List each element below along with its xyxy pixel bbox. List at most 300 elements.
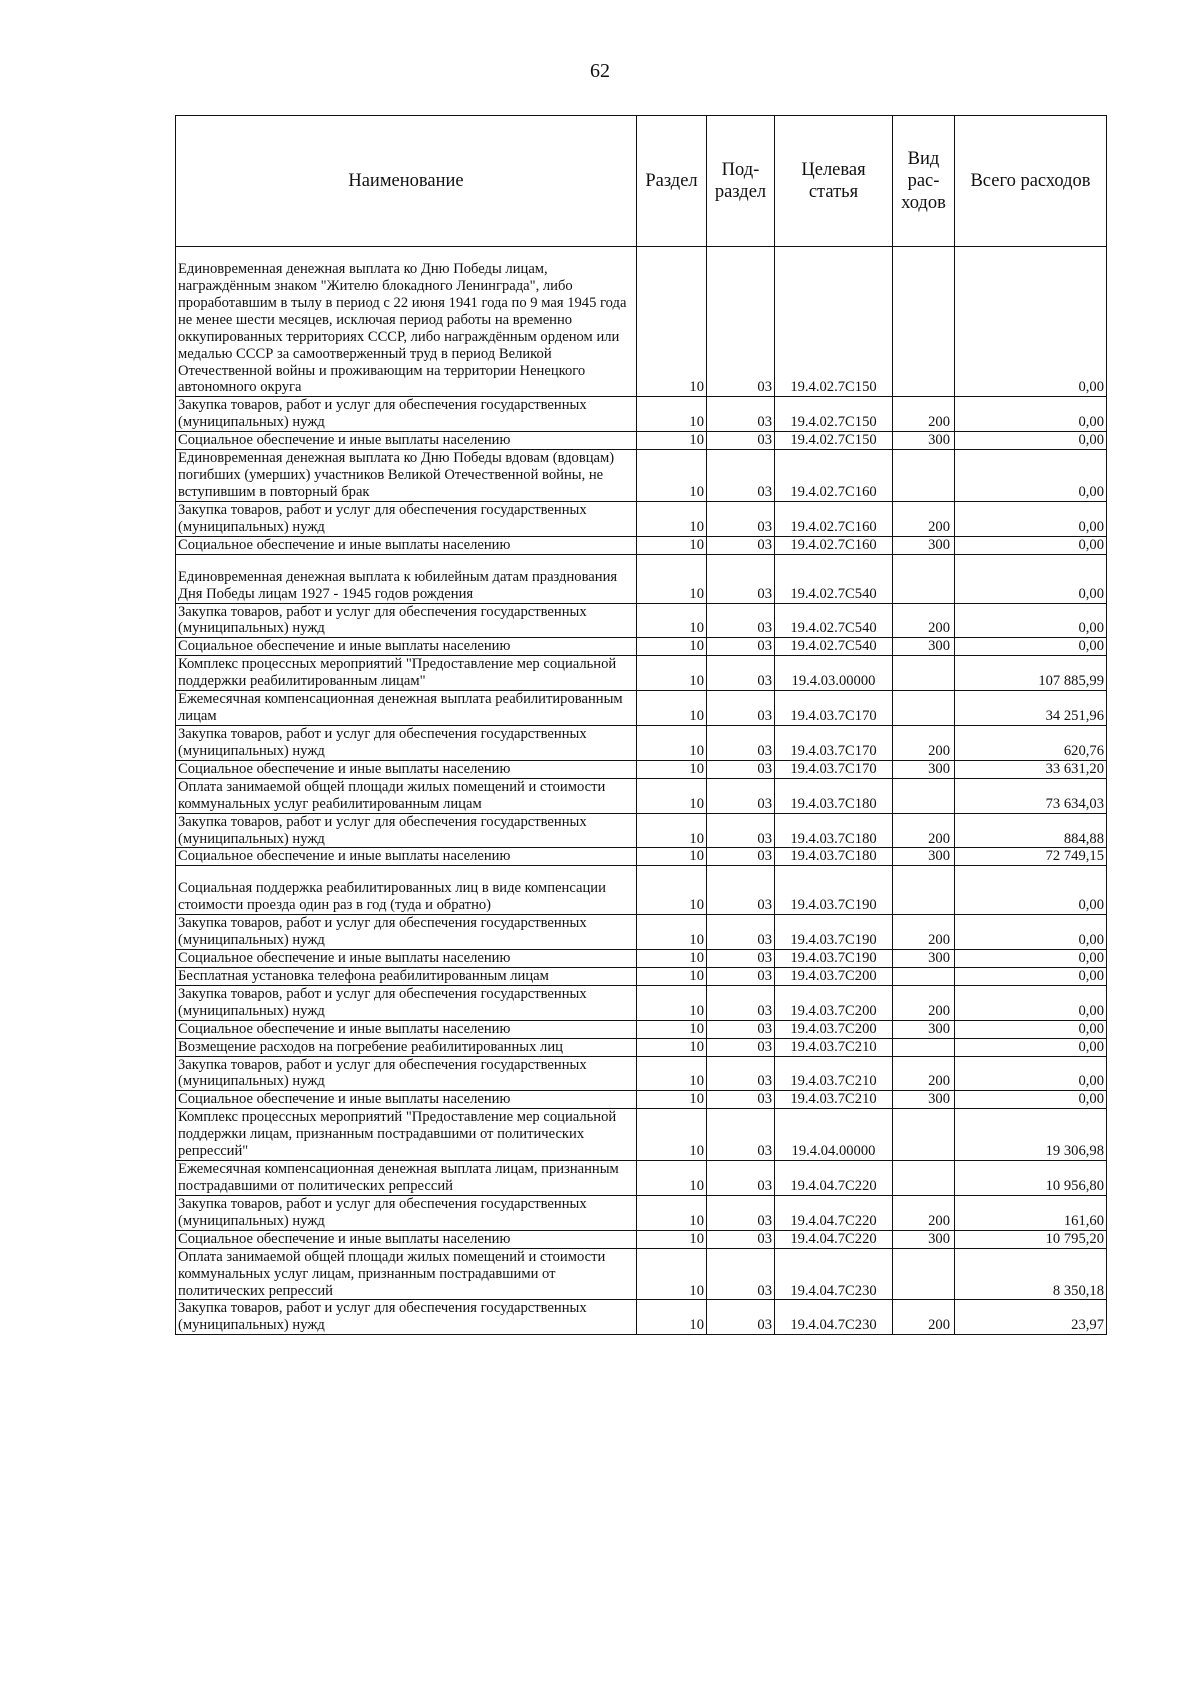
cell-total (955, 950, 1107, 968)
cell-section-text: 10 (689, 1073, 704, 1090)
cell-subsection (707, 1109, 775, 1161)
table-row (176, 554, 1107, 603)
cell-section-text: 10 (689, 830, 704, 847)
cell-total (955, 1038, 1107, 1056)
cell-target (775, 725, 893, 760)
cell-total (955, 985, 1107, 1020)
cell-subsection (707, 1038, 775, 1056)
cell-section-text: 10 (689, 1282, 704, 1299)
cell-total (955, 915, 1107, 950)
cell-total (955, 1230, 1107, 1248)
cell-name (176, 1091, 637, 1109)
cell-subsection (707, 536, 775, 554)
cell-section (637, 1091, 707, 1109)
cell-kind-text: 200 (928, 518, 950, 535)
cell-section (637, 1230, 707, 1248)
cell-kind (893, 915, 955, 950)
cell-name-text: Закупка товаров, работ и услуг для обеспечения государственных (муниципальных) нужд (178, 1056, 587, 1090)
header-kind (893, 116, 955, 247)
cell-section-text: 10 (689, 620, 704, 637)
table-row (176, 450, 1107, 502)
cell-target (775, 450, 893, 502)
cell-subsection-text: 03 (757, 1317, 772, 1334)
table-row (176, 1161, 1107, 1196)
cell-target (775, 1300, 893, 1335)
cell-section (637, 1248, 707, 1300)
cell-name-text: Закупка товаров, работ и услуг для обеспечения государственных (муниципальных) нужд (178, 501, 587, 535)
cell-kind (893, 1300, 955, 1335)
cell-subsection (707, 1056, 775, 1091)
table-row (176, 603, 1107, 638)
cell-name-text: Возмещение расходов на погребение реабилитированных лиц (178, 1038, 563, 1055)
table-row (176, 813, 1107, 848)
cell-kind-text: 200 (928, 1002, 950, 1019)
cell-kind-text: 300 (928, 638, 950, 655)
cell-total (955, 1091, 1107, 1109)
cell-name-text: Социальное обеспечение и иные выплаты населению (178, 848, 511, 865)
cell-name (176, 1020, 637, 1038)
cell-target (775, 603, 893, 638)
cell-section-text: 10 (689, 742, 704, 759)
cell-kind (893, 554, 955, 603)
cell-section-text: 10 (689, 967, 704, 984)
cell-target-text: 19.4.02.7С540 (790, 638, 877, 655)
cell-total (955, 603, 1107, 638)
cell-section-text: 10 (689, 1002, 704, 1019)
cell-kind-text: 200 (928, 620, 950, 637)
cell-section (637, 1161, 707, 1196)
cell-target-text: 19.4.03.00000 (791, 673, 876, 690)
cell-subsection (707, 1300, 775, 1335)
cell-subsection (707, 1230, 775, 1248)
cell-subsection (707, 1195, 775, 1230)
cell-section-text: 10 (689, 848, 704, 865)
cell-subsection-text: 03 (757, 379, 772, 396)
cell-kind (893, 1195, 955, 1230)
cell-target-text: 19.4.04.7С220 (790, 1212, 877, 1229)
cell-total-text: 0,00 (1078, 414, 1104, 431)
cell-section (637, 778, 707, 813)
cell-total (955, 501, 1107, 536)
cell-section (637, 638, 707, 656)
cell-target (775, 501, 893, 536)
table-row (176, 760, 1107, 778)
cell-name (176, 1161, 637, 1196)
cell-target-text: 19.4.03.7С190 (790, 932, 877, 949)
table-row (176, 1091, 1107, 1109)
table-row (176, 1300, 1107, 1335)
cell-subsection-text: 03 (757, 620, 772, 637)
cell-name-text: Социальное обеспечение и иные выплаты населению (178, 1020, 511, 1037)
cell-kind (893, 450, 955, 502)
cell-target-text: 19.4.03.7С210 (790, 1091, 877, 1108)
cell-name-text: Закупка товаров, работ и услуг для обеспечения государственных (муниципальных) нужд (178, 603, 587, 637)
cell-section (637, 967, 707, 985)
cell-spacer (178, 866, 634, 880)
cell-name-text: Закупка товаров, работ и услуг для обеспечения государственных (муниципальных) нужд (178, 1300, 587, 1334)
cell-name-text: Закупка товаров, работ и услуг для обеспечения государственных (муниципальных) нужд (178, 1195, 587, 1229)
table-row (176, 536, 1107, 554)
header-kind-text: Вид рас- ходов (901, 148, 946, 214)
cell-total (955, 554, 1107, 603)
cell-kind (893, 778, 955, 813)
cell-kind (893, 1109, 955, 1161)
cell-kind-text: 300 (928, 1020, 950, 1037)
cell-section-text: 10 (689, 673, 704, 690)
table-row (176, 1038, 1107, 1056)
cell-target (775, 638, 893, 656)
cell-total (955, 1109, 1107, 1161)
cell-name-text: Социальное обеспечение и иные выплаты населению (178, 760, 511, 777)
cell-subsection-text: 03 (757, 1020, 772, 1037)
cell-total-text: 73 634,03 (1045, 795, 1104, 812)
cell-target (775, 866, 893, 915)
cell-section-text: 10 (689, 414, 704, 431)
cell-total-text: 0,00 (1078, 1091, 1104, 1108)
cell-kind (893, 397, 955, 432)
cell-total-text: 72 749,15 (1045, 848, 1104, 865)
cell-target (775, 985, 893, 1020)
cell-kind (893, 1056, 955, 1091)
cell-subsection (707, 1020, 775, 1038)
cell-kind (893, 432, 955, 450)
cell-name (176, 1195, 637, 1230)
cell-section-text: 10 (689, 379, 704, 396)
cell-kind-text: 200 (928, 1317, 950, 1334)
cell-target (775, 1230, 893, 1248)
cell-target (775, 813, 893, 848)
cell-name-text: Закупка товаров, работ и услуг для обеспечения государственных (муниципальных) нужд (178, 915, 587, 949)
cell-subsection (707, 554, 775, 603)
cell-name (176, 967, 637, 985)
table-row (176, 915, 1107, 950)
cell-subsection-text: 03 (757, 1002, 772, 1019)
cell-subsection (707, 691, 775, 726)
cell-total (955, 1300, 1107, 1335)
cell-total (955, 247, 1107, 397)
cell-subsection-text: 03 (757, 795, 772, 812)
table-row (176, 397, 1107, 432)
cell-total-text: 0,00 (1078, 950, 1104, 967)
cell-kind-text: 300 (928, 760, 950, 777)
cell-total-text: 0,00 (1078, 1020, 1104, 1037)
cell-total-text: 34 251,96 (1045, 708, 1104, 725)
cell-target (775, 950, 893, 968)
cell-target (775, 397, 893, 432)
cell-name (176, 1248, 637, 1300)
table-row (176, 432, 1107, 450)
table-row (176, 778, 1107, 813)
cell-section-text: 10 (689, 1143, 704, 1160)
cell-target-text: 19.4.02.7С150 (790, 414, 877, 431)
table-row (176, 950, 1107, 968)
cell-section (637, 397, 707, 432)
table-row (176, 866, 1107, 915)
cell-subsection-text: 03 (757, 518, 772, 535)
cell-total (955, 450, 1107, 502)
cell-subsection-text: 03 (757, 1143, 772, 1160)
cell-subsection-text: 03 (757, 830, 772, 847)
table-header-row (176, 116, 1107, 247)
cell-subsection-text: 03 (757, 708, 772, 725)
cell-total (955, 1056, 1107, 1091)
cell-subsection-text: 03 (757, 414, 772, 431)
cell-name (176, 501, 637, 536)
cell-target (775, 1038, 893, 1056)
cell-name (176, 813, 637, 848)
cell-kind (893, 656, 955, 691)
cell-kind (893, 638, 955, 656)
cell-subsection (707, 866, 775, 915)
cell-subsection-text: 03 (757, 585, 772, 602)
cell-name-text: Социальное обеспечение и иные выплаты населению (178, 638, 511, 655)
cell-section (637, 915, 707, 950)
header-target-text: Целевая статья (801, 159, 866, 202)
table-row (176, 1056, 1107, 1091)
cell-name-text: Единовременная денежная выплата ко Дню Победы лицам, награждённым знаком "Жителю блокадного Ленинграда", либо проработавшим в тылу в период с 22 июня 1941 года по 9 мая 1945 года не менее шести месяцев, исключая период работы на временно оккупированных территориях СССР, либо награждённым орденом или медалью СССР за самоотверженный труд в период Великой Отечественной войны и проживающим на территории Ненецкого автономного округа (178, 261, 627, 396)
cell-target-text: 19.4.03.7С200 (790, 1020, 877, 1037)
cell-section (637, 1300, 707, 1335)
cell-section (637, 866, 707, 915)
cell-total-text: 0,00 (1078, 483, 1104, 500)
cell-kind (893, 848, 955, 866)
cell-target-text: 19.4.03.7С180 (790, 795, 877, 812)
cell-subsection (707, 1091, 775, 1109)
cell-total-text: 107 885,99 (1038, 673, 1104, 690)
cell-subsection-text: 03 (757, 483, 772, 500)
cell-subsection (707, 950, 775, 968)
cell-total (955, 536, 1107, 554)
cell-kind-text: 300 (928, 432, 950, 449)
cell-name (176, 432, 637, 450)
table-row (176, 1195, 1107, 1230)
cell-section (637, 691, 707, 726)
cell-total-text: 620,76 (1063, 742, 1104, 759)
cell-total (955, 656, 1107, 691)
cell-subsection-text: 03 (757, 1091, 772, 1108)
cell-target (775, 967, 893, 985)
cell-name-text: Закупка товаров, работ и услуг для обеспечения государственных (муниципальных) нужд (178, 397, 587, 431)
cell-section (637, 848, 707, 866)
page-number: 62 (590, 60, 610, 82)
cell-target (775, 691, 893, 726)
cell-total-text: 0,00 (1078, 1002, 1104, 1019)
cell-target (775, 432, 893, 450)
cell-name (176, 1300, 637, 1335)
cell-total-text: 0,00 (1078, 638, 1104, 655)
cell-subsection-text: 03 (757, 1212, 772, 1229)
cell-target-text: 19.4.03.7С180 (790, 830, 877, 847)
table-row (176, 1230, 1107, 1248)
cell-total (955, 778, 1107, 813)
cell-subsection-text: 03 (757, 432, 772, 449)
cell-kind (893, 985, 955, 1020)
cell-name-text: Ежемесячная компенсационная денежная выплата лицам, признанным пострадавшими от политических репрессий (178, 1161, 619, 1195)
cell-subsection (707, 848, 775, 866)
cell-subsection (707, 656, 775, 691)
cell-name (176, 554, 637, 603)
cell-section-text: 10 (689, 536, 704, 553)
table-row (176, 1248, 1107, 1300)
cell-name (176, 950, 637, 968)
table-row (176, 985, 1107, 1020)
cell-total-text: 0,00 (1078, 967, 1104, 984)
cell-name (176, 397, 637, 432)
cell-kind-text: 200 (928, 830, 950, 847)
header-subsection-text: Под- раздел (714, 159, 767, 202)
cell-name-text: Комплекс процессных мероприятий "Предоставление мер социальной поддержки реабилитированным лицам" (178, 656, 617, 690)
cell-section (637, 1038, 707, 1056)
cell-target (775, 536, 893, 554)
cell-target-text: 19.4.03.7С170 (790, 708, 877, 725)
cell-target-text: 19.4.03.7С170 (790, 742, 877, 759)
cell-section-text: 10 (689, 1178, 704, 1195)
cell-name (176, 1230, 637, 1248)
cell-kind (893, 603, 955, 638)
cell-section (637, 1056, 707, 1091)
cell-name (176, 603, 637, 638)
cell-kind-text: 300 (928, 536, 950, 553)
cell-kind-text: 300 (928, 848, 950, 865)
cell-target-text: 19.4.03.7С190 (790, 897, 877, 914)
cell-name (176, 536, 637, 554)
cell-name (176, 778, 637, 813)
cell-subsection-text: 03 (757, 1073, 772, 1090)
cell-spacer (178, 247, 634, 261)
cell-target (775, 848, 893, 866)
cell-target (775, 1109, 893, 1161)
cell-total (955, 1020, 1107, 1038)
cell-kind (893, 1161, 955, 1196)
cell-section (637, 1020, 707, 1038)
cell-name-text: Ежемесячная компенсационная денежная выплата реабилитированным лицам (178, 691, 623, 725)
cell-name (176, 985, 637, 1020)
cell-subsection-text: 03 (757, 760, 772, 777)
cell-name-text: Единовременная денежная выплата к юбилейным датам празднования Дня Победы лицам 1927 - 1945 годов рождения (178, 568, 618, 602)
cell-total-text: 10 795,20 (1045, 1230, 1104, 1247)
cell-kind (893, 967, 955, 985)
cell-target (775, 554, 893, 603)
cell-section-text: 10 (689, 1317, 704, 1334)
cell-total-text: 884,88 (1063, 830, 1104, 847)
cell-subsection (707, 638, 775, 656)
cell-kind-text: 200 (928, 414, 950, 431)
cell-total-text: 0,00 (1078, 432, 1104, 449)
cell-kind-text: 200 (928, 742, 950, 759)
table-row (176, 725, 1107, 760)
cell-section-text: 10 (689, 1038, 704, 1055)
cell-section-text: 10 (689, 760, 704, 777)
cell-total-text: 0,00 (1078, 897, 1104, 914)
cell-kind (893, 691, 955, 726)
cell-total-text: 0,00 (1078, 1038, 1104, 1055)
cell-kind-text: 300 (928, 1230, 950, 1247)
cell-total-text: 10 956,80 (1045, 1178, 1104, 1195)
cell-name (176, 760, 637, 778)
cell-target-text: 19.4.02.7С160 (790, 483, 877, 500)
cell-subsection-text: 03 (757, 848, 772, 865)
cell-name-text: Социальное обеспечение и иные выплаты населению (178, 536, 511, 553)
cell-target (775, 1020, 893, 1038)
cell-total (955, 1248, 1107, 1300)
cell-target-text: 19.4.02.7С540 (790, 620, 877, 637)
cell-total-text: 33 631,20 (1045, 760, 1104, 777)
cell-section (637, 603, 707, 638)
cell-target-text: 19.4.03.7С210 (790, 1038, 877, 1055)
table-row (176, 638, 1107, 656)
cell-subsection-text: 03 (757, 1282, 772, 1299)
cell-name-text: Закупка товаров, работ и услуг для обеспечения государственных (муниципальных) нужд (178, 725, 587, 759)
table-body (176, 247, 1107, 1335)
cell-section (637, 554, 707, 603)
cell-total (955, 848, 1107, 866)
cell-target (775, 915, 893, 950)
table-row (176, 967, 1107, 985)
header-target (775, 116, 893, 247)
cell-subsection-text: 03 (757, 673, 772, 690)
cell-total-text: 0,00 (1078, 932, 1104, 949)
cell-total-text: 0,00 (1078, 620, 1104, 637)
cell-section-text: 10 (689, 518, 704, 535)
cell-name (176, 1109, 637, 1161)
cell-section (637, 760, 707, 778)
header-name: Наименование (176, 116, 637, 247)
cell-total-text: 0,00 (1078, 1073, 1104, 1090)
cell-kind-text: 200 (928, 932, 950, 949)
cell-section (637, 1195, 707, 1230)
cell-kind (893, 725, 955, 760)
cell-name (176, 725, 637, 760)
cell-target (775, 656, 893, 691)
cell-section-text: 10 (689, 897, 704, 914)
cell-kind-text: 300 (928, 1091, 950, 1108)
cell-target-text: 19.4.04.7С220 (790, 1230, 877, 1247)
cell-kind (893, 1230, 955, 1248)
cell-total (955, 1161, 1107, 1196)
cell-target-text: 19.4.03.7С180 (790, 848, 877, 865)
cell-subsection-text: 03 (757, 1178, 772, 1195)
cell-kind (893, 813, 955, 848)
cell-section-text: 10 (689, 638, 704, 655)
cell-section-text: 10 (689, 1230, 704, 1247)
cell-total (955, 866, 1107, 915)
cell-kind-text: 200 (928, 1073, 950, 1090)
cell-name-text: Закупка товаров, работ и услуг для обеспечения государственных (муниципальных) нужд (178, 813, 587, 847)
cell-target-text: 19.4.02.7С160 (790, 518, 877, 535)
cell-total-text: 19 306,98 (1045, 1143, 1104, 1160)
cell-kind (893, 1091, 955, 1109)
cell-section-text: 10 (689, 1020, 704, 1037)
cell-section-text: 10 (689, 1212, 704, 1229)
cell-name-text: Социальное обеспечение и иные выплаты населению (178, 432, 511, 449)
cell-total (955, 967, 1107, 985)
cell-kind (893, 536, 955, 554)
cell-subsection-text: 03 (757, 967, 772, 984)
cell-total (955, 1195, 1107, 1230)
cell-name-text: Оплата занимаемой общей площади жилых помещений и стоимости коммунальных услуг лицам, признанным пострадавшими от политических репрессий (178, 1248, 606, 1299)
cell-subsection (707, 985, 775, 1020)
cell-total-text: 8 350,18 (1052, 1282, 1104, 1299)
cell-section (637, 813, 707, 848)
table-row (176, 1020, 1107, 1038)
cell-name (176, 691, 637, 726)
cell-target-text: 19.4.04.7С230 (790, 1317, 877, 1334)
cell-target (775, 247, 893, 397)
cell-total (955, 397, 1107, 432)
cell-target-text: 19.4.04.7С220 (790, 1178, 877, 1195)
cell-target-text: 19.4.04.00000 (791, 1143, 876, 1160)
cell-subsection (707, 725, 775, 760)
